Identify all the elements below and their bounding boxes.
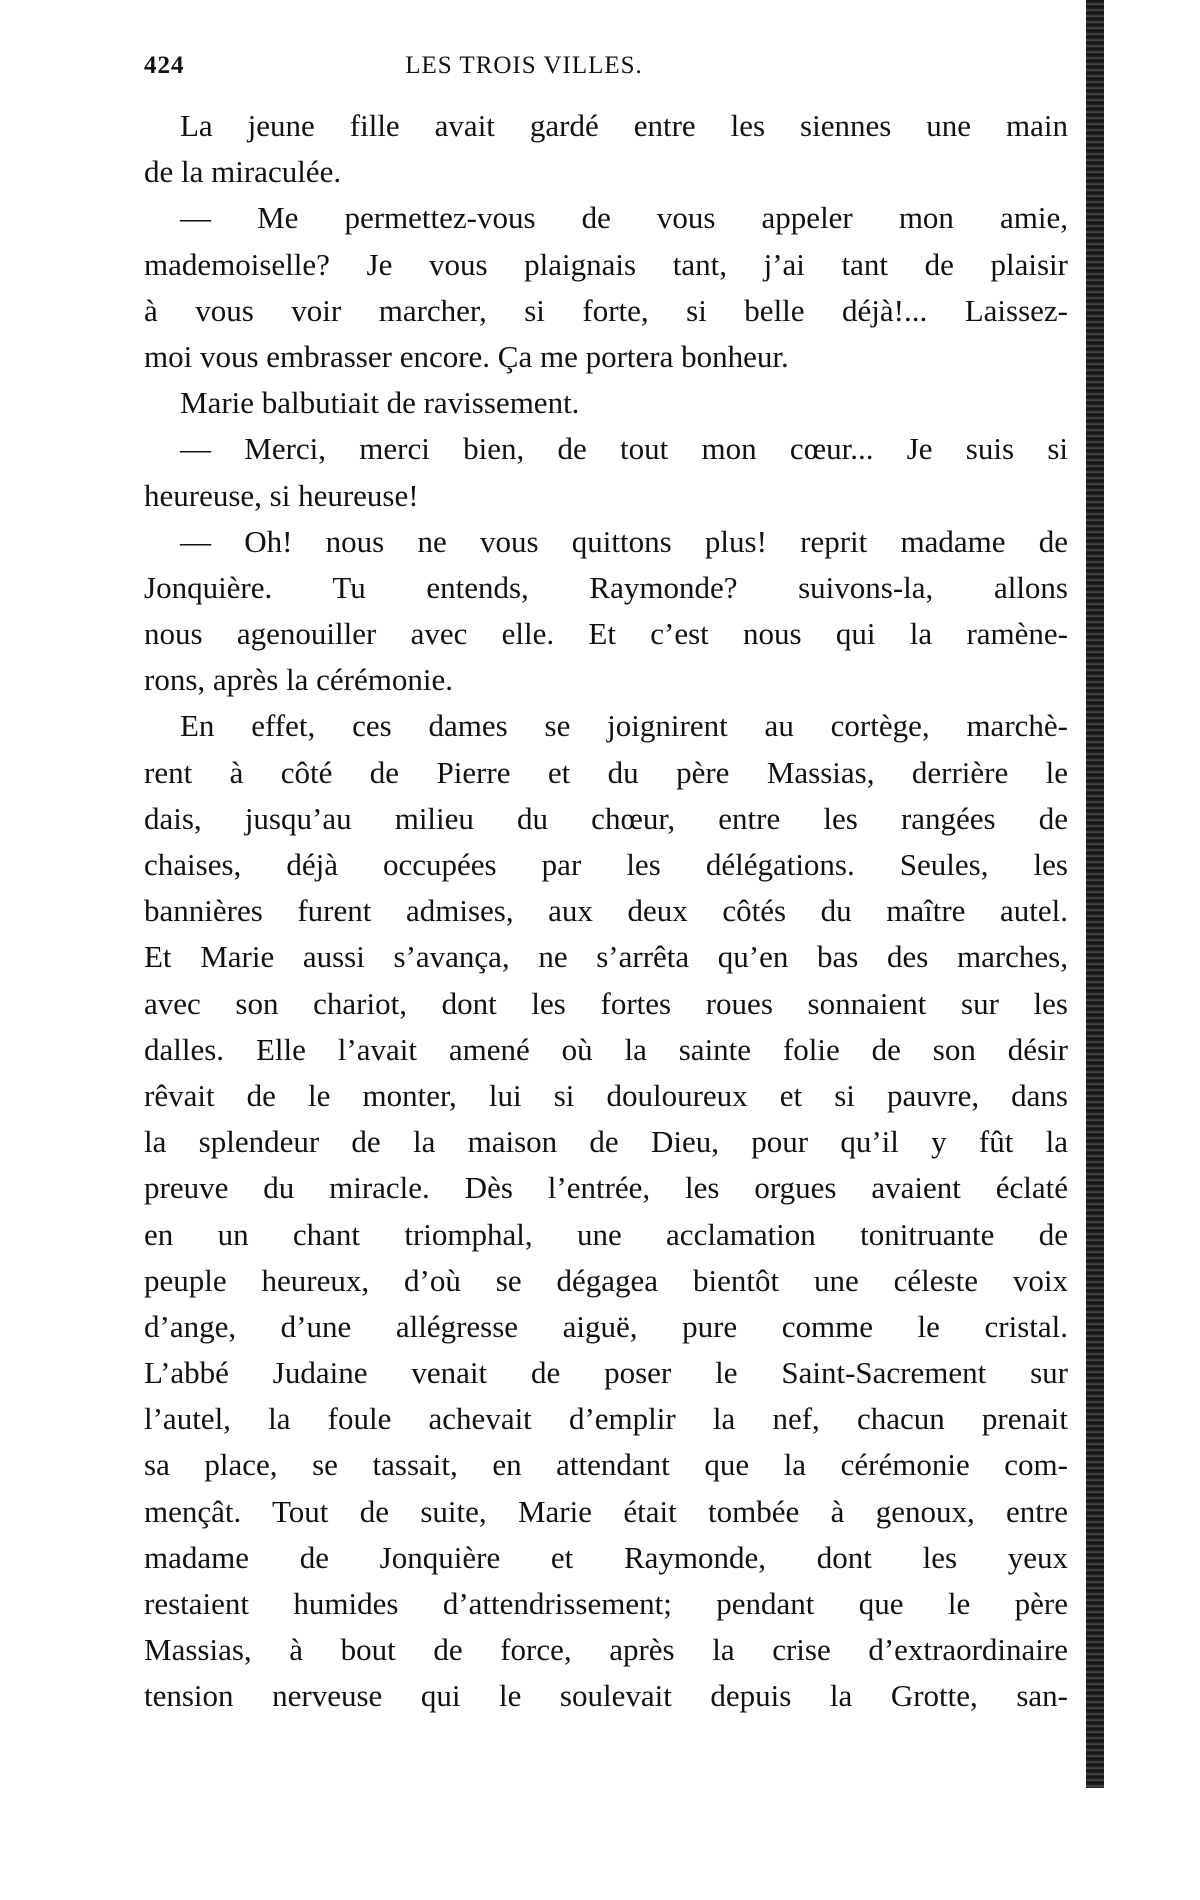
text-line: en un chant triomphal, une acclamation tonitruante de (144, 1216, 1068, 1252)
page-body (144, 103, 1068, 1720)
text-line: Jonquière. Tu entends, Raymonde? suivons-la, allons (144, 569, 1068, 605)
text-line: peuple heureux, d’où se dégagea bientôt une céleste voix (144, 1262, 1068, 1298)
text-line: rêvait de le monter, lui si douloureux et si pauvre, dans (144, 1077, 1068, 1113)
text-line: Et Marie aussi s’avança, ne s’arrêta qu’en bas des marches, (144, 939, 1068, 975)
text-line: rent à côté de Pierre et du père Massias, derrière le (144, 754, 1068, 790)
text-line: mademoiselle? Je vous plaignais tant, j’ai tant de plaisir (144, 246, 1068, 282)
text-line: sa place, se tassait, en attendant que la cérémonie com- (144, 1447, 1068, 1483)
running-title: LES TROIS VILLES. (405, 52, 643, 79)
text-line: heureuse, si heureuse! (144, 477, 419, 513)
text-line: En effet, ces dames se joignirent au cortège, marchè- (180, 708, 1068, 744)
text-line: Marie balbutiait de ravissement. (180, 385, 580, 421)
text-line: chaises, déjà occupées par les délégations. Seules, les (144, 847, 1068, 882)
text-line: la splendeur de la maison de Dieu, pour qu’il y fût la (144, 1124, 1068, 1160)
text-line: d’ange, d’une allégresse aiguë, pure comme le cristal. (144, 1308, 1068, 1344)
text-line: L’abbé Judaine venait de poser le Saint-Sacrement sur (144, 1355, 1068, 1391)
text-line: de la miraculée. (144, 154, 342, 190)
text-line: madame de Jonquière et Raymonde, dont les yeux (144, 1539, 1068, 1575)
text-line: bannières furent admises, aux deux côtés du maître autel. (144, 893, 1068, 929)
scan-edge-shadow (1086, 0, 1104, 1788)
text-line: à vous voir marcher, si forte, si belle déjà!... Laissez- (144, 292, 1068, 328)
text-line: — Me permettez-vous de vous appeler mon amie, (180, 200, 1068, 236)
text-line: moi vous embrasser encore. Ça me portera bonheur. (144, 338, 789, 374)
text-line: dalles. Elle l’avait amené où la sainte folie de son désir (144, 1031, 1068, 1067)
page-number: 424 (144, 52, 185, 79)
text-line: dais, jusqu’au milieu du chœur, entre les rangées de (144, 800, 1068, 836)
text-line: rons, après la cérémonie. (144, 662, 454, 698)
text-line: nous agenouiller avec elle. Et c’est nous qui la ramène- (144, 616, 1068, 652)
text-line: tension nerveuse qui le soulevait depuis la Grotte, san- (144, 1678, 1068, 1714)
text-line: preuve du miracle. Dès l’entrée, les orgues avaient éclaté (144, 1170, 1068, 1206)
text-line: — Merci, merci bien, de tout mon cœur... Je suis si (180, 431, 1068, 467)
text-line: restaient humides d’attendrissement; pendant que le père (144, 1586, 1068, 1621)
page-header (144, 52, 1068, 88)
text-line: — Oh! nous ne vous quittons plus! reprit madame de (180, 523, 1068, 559)
text-line: avec son chariot, dont les fortes roues sonnaient sur les (144, 985, 1068, 1021)
text-line: La jeune fille avait gardé entre les siennes une main (180, 108, 1068, 143)
text-line: mençât. Tout de suite, Marie était tombée à genoux, entre (144, 1493, 1068, 1529)
text-line: l’autel, la foule achevait d’emplir la nef, chacun prenait (144, 1401, 1068, 1437)
text-line: Massias, à bout de force, après la crise d’extraordinaire (144, 1632, 1068, 1668)
